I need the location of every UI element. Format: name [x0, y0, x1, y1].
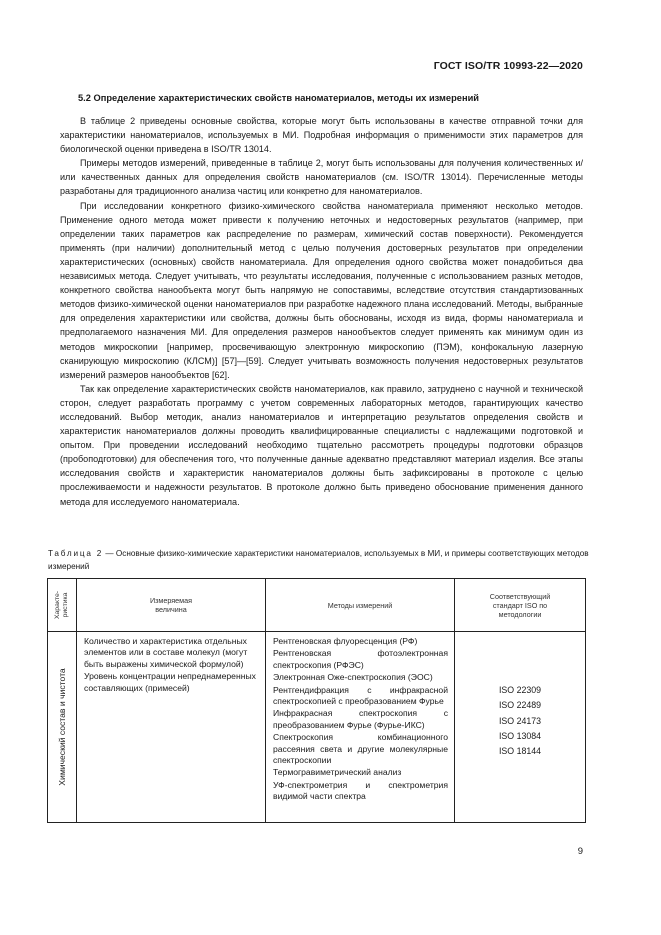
header-standard: [455, 579, 586, 632]
header-standard-line: стандарт ISO по: [492, 600, 548, 610]
table-caption: [48, 548, 598, 573]
quantity-item: Уровень концентрации непреднамеренных составляющих (примесей): [84, 671, 256, 693]
quantity-item: Количество и характеристика отдельных элементов или в составе молекул (могут быть выражены химической формулой): [84, 636, 248, 669]
header-quantity-line: Измеряемая: [149, 596, 193, 605]
characteristic-label: Химический состав и чистота: [57, 668, 67, 786]
header-quantity: [77, 579, 266, 632]
header-quantity-line: величина: [155, 605, 187, 614]
cell-characteristic: [48, 632, 77, 823]
standard-item: ISO 13084: [498, 730, 542, 741]
method-item: Рентгеновская фотоэлектронная спектроскопия (РФЭС): [273, 648, 448, 670]
header-standard-line: Соответствующий: [489, 591, 551, 601]
paragraph: Так как определение характеристических свойств наноматериалов, как правило, затруднено с научной и технической сторон, следует разработать программу с учетом современных лабораторных методов, гарантирующих качество исследований. Выбор методик, анализ наноматериалов и интерпретацию результатов определения свойств и характеристик наноматериалов должны проводить квалифицированные специалисты с надлежащими подготовкой и опытом. При проведении исследований необходимо тщательно рассмотреть процедуры подготовки образцов (пробоподготовки) для обеспечения того, что полученные данные адекватно представляют материал изделия. Все этапы исследования свойств и характеристик наноматериалов должны быть зафиксированы в протоколе с целью прослеживаемости и надежности результатов. В протоколе должно быть приведено обоснование применения данного метода для исследуемого наноматериала.: [60, 383, 583, 507]
body-text: [60, 114, 583, 509]
table-row: [48, 632, 586, 823]
cell-standards: [455, 632, 586, 823]
table-caption-text: — Основные физико-химические характеристики наноматериалов, используемых в МИ, и примеры соответствующих методов измерений: [48, 549, 589, 571]
header-standard-line: методологии: [498, 609, 542, 619]
standard-item: ISO 22309: [498, 685, 542, 695]
page-number: 9: [577, 846, 583, 857]
paragraph: При исследовании конкретного физико-химического свойства наноматериала применяют несколько методов. Применение одного метода может привести к получению неточных и недостоверных результатов (например, при определении таких параметров как распределение по размерам, химический состав поверхности). Рекомендуется применять (при наличии) дополнительный метод с целью получения достоверных результатов при определении характеристических (основных) свойств наноматериала. Для определения одного свойства может понадобиться два независимых метода. Следует учитывать, что результаты исследования, полученные с использованием разных методов, конкретного свойства нанообъекта могут быть напрямую не сопоставимы, вследствие отсутствия стандартизованных методов физико-химической оценки наноматериалов при разработке надежного плана исследований. Методы, выбранные для определения характеристики или свойства, должны быть обоснованы, исходя из вида, формы наноматериала и предполагаемого назначения МИ. Для определения размеров нанообъектов следует применять как минимум один из методов микроскопии [например, просвечивающую электронную микроскопию (ПЭМ), конфокальную лазерную сканирующую микроскопию (КЛСМ)] [57]—[59]. Следует учитывать возможность получения недостоверных результатов измерений размеров нанообъектов [62].: [60, 200, 583, 380]
method-item: Инфракрасная спектроскопия с преобразованием Фурье (Фурье-ИКС): [273, 708, 448, 730]
method-item: Электронная Оже-спектроскопия (ЭОС): [273, 672, 433, 683]
standard-item: ISO 22489: [498, 700, 542, 711]
standard-code: ГОСТ ISO/TR 10993-22—2020: [433, 60, 583, 72]
cell-quantities: [77, 632, 266, 823]
properties-table: [47, 578, 586, 823]
header-methods: Методы измерений: [266, 579, 455, 632]
paragraph: Примеры методов измерений, приведенные в таблице 2, могут быть использованы для получения количественных и/или качественных данных для определения свойств наноматериалов (см. ISO/TR 13014). Перечисленные методы разработаны для традиционного анализа частиц или конкретно для наноматериалов.: [60, 158, 583, 197]
header-characteristic-line: Характе-: [54, 590, 61, 620]
header-characteristic-line: ристика: [62, 592, 69, 618]
header-characteristic: [48, 579, 77, 632]
standard-item: ISO 18144: [498, 746, 542, 757]
table-header-row: [48, 579, 586, 632]
table-caption-lead: Таблица 2: [48, 549, 104, 558]
method-item: УФ-спектрометрия и спектрометрия видимой части спектра: [273, 779, 448, 802]
method-item: Спектроскопия комбинационного рассеяния света и другие молекулярные спектроскопии: [273, 732, 448, 766]
method-item: Рентгендифракция с инфракрасной спектроскопией с преобразованием Фурье: [273, 684, 448, 707]
method-item: Рентгеновская флуоресценция (РФ): [273, 636, 418, 646]
method-item: Термогравиметрический анализ: [273, 767, 402, 778]
section-title: 5.2 Определение характеристических свойств наноматериалов, методы их измерений: [78, 93, 479, 103]
cell-methods: [266, 632, 455, 823]
paragraph: В таблице 2 приведены основные свойства, которые могут быть использованы в качестве отправной точки для характеристики наноматериалов, используемых в МИ. Подробная информация о применимости этих параметров для биологической оценки приведена в ISO/TR 13014.: [60, 116, 583, 155]
standard-item: ISO 24173: [498, 715, 542, 726]
